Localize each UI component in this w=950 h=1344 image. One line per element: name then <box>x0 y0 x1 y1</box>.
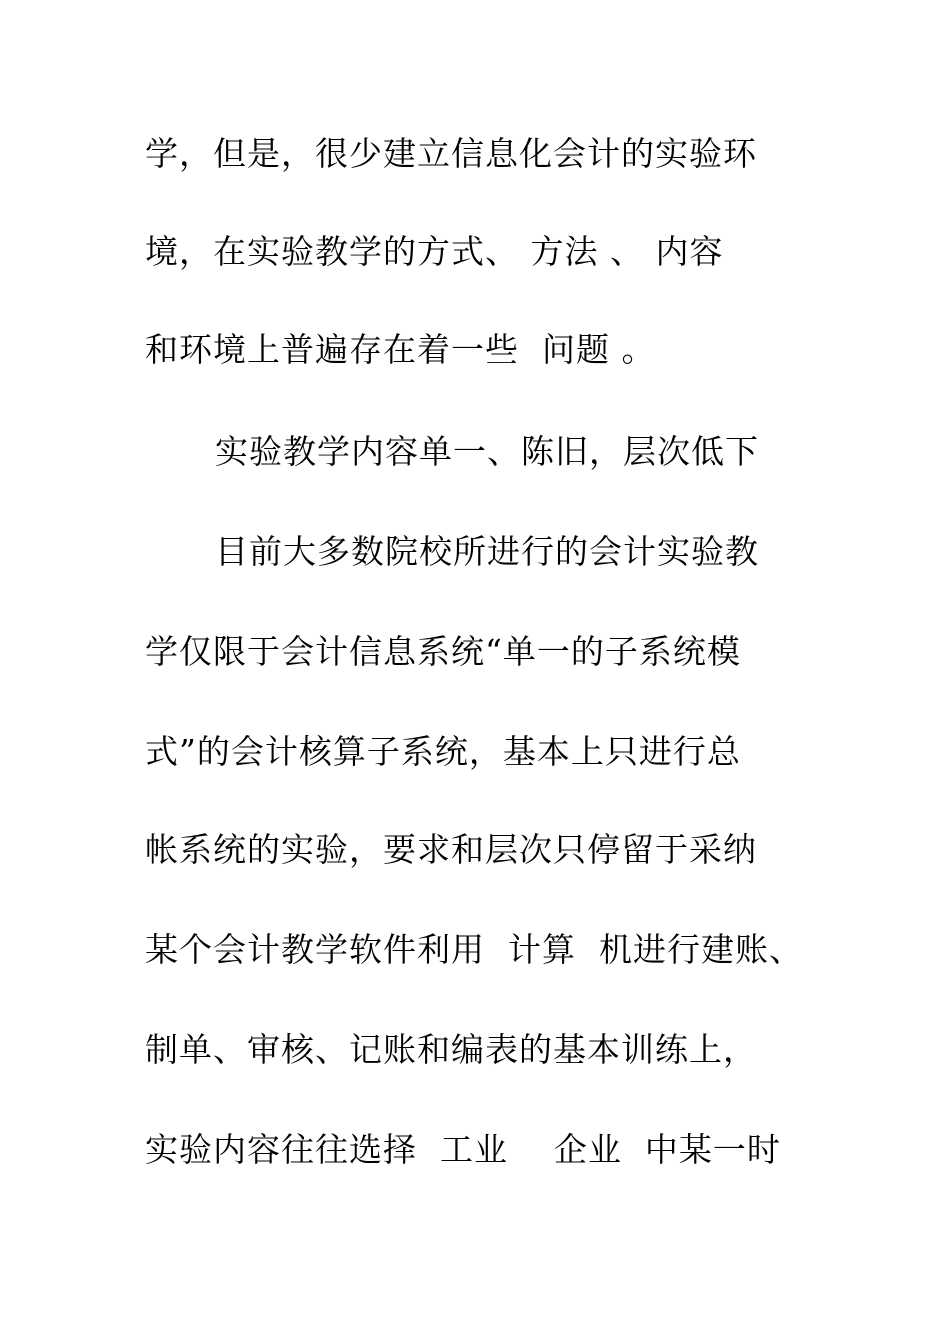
text-line: 境，在实验教学的方式、 方法 、 内容 <box>145 232 724 271</box>
text-line: 式”的会计核算子系统，基本上只进行总 <box>145 732 741 771</box>
text-line: 学，但是，很少建立信息化会计的实验环 <box>145 134 757 173</box>
text-line: 学仅限于会计信息系统“单一的子系统模 <box>145 632 741 671</box>
section-heading: 实验教学内容单一、陈旧，层次低下 <box>215 432 759 471</box>
text-line: 制单、审核、记账和编表的基本训练上， <box>145 1030 757 1069</box>
text-line: 实验内容往往选择 工业 企业 中某一时 <box>145 1130 781 1169</box>
text-line: 某个会计教学软件利用 计算 机进行建账、 <box>145 930 803 969</box>
text-line: 帐系统的实验，要求和层次只停留于采纳 <box>145 830 757 869</box>
text-line: 目前大多数院校所进行的会计实验教 <box>215 532 759 571</box>
text-line: 和环境上普遍存在着一些 问题 。 <box>145 330 656 369</box>
